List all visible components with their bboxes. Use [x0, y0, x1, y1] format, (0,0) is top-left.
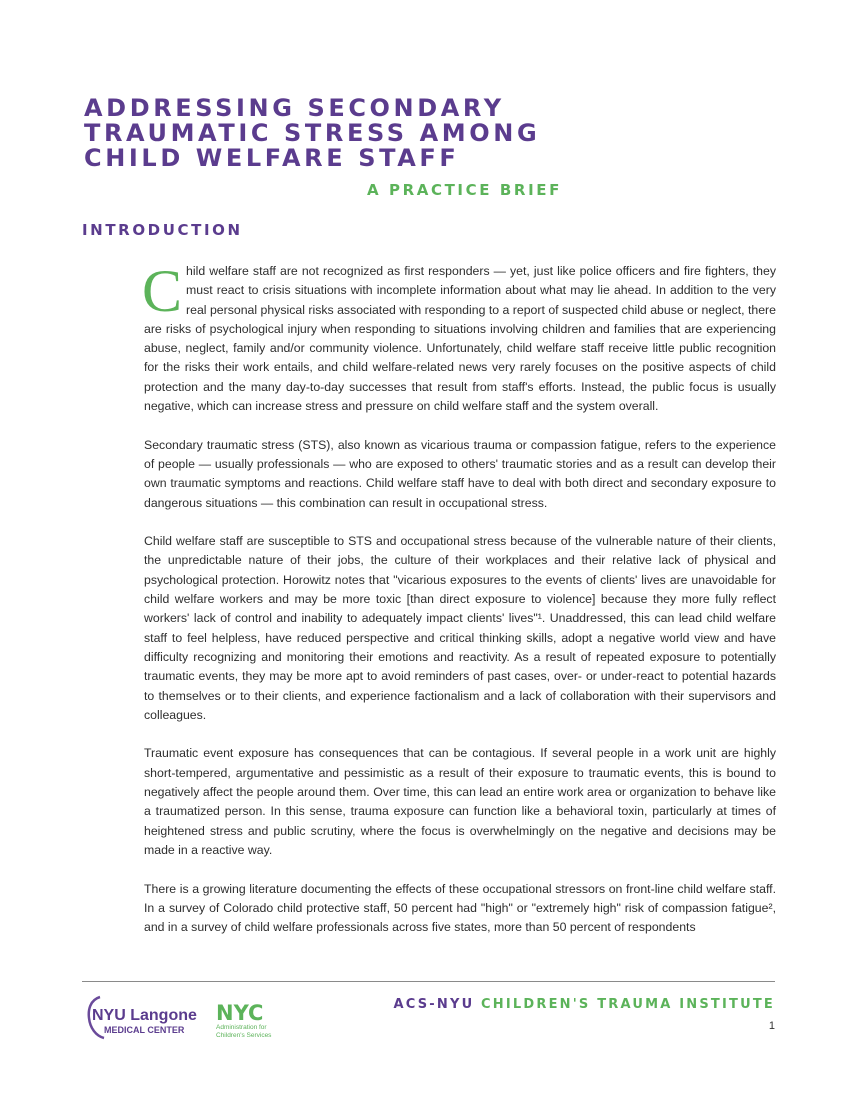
paragraph-3: Child welfare staff are susceptible to STS and occupational stress because of the vulnerable nature of their clients, the unpredictable nature of their jobs, the culture of their workplaces and their relative lack of physical and psychological protection. Horowitz notes that "vicarious exposures to the events of clients' lives are unavoidable for child welfare workers and may be more toxic [than direct exposure to violence] because they more fully reflect workers' lack of control and inability to adequately impact clients' lives"¹. Unaddressed, this can lead child welfare staff to feel helpless, have reduced perspective and critical thinking skills, adopt a negative world view and have difficulty recognizing and monitoring their emotions and reactivity. As a result of repeated exposure to potentially traumatic events, they may be more apt to avoid reminders of past cases, over- or under-react to potential hazards to themselves or to their clients, and experience factionalism and a lack of collaboration with their supervisors and colleagues. [144, 534, 776, 722]
nyu-langone-logo [86, 994, 200, 1040]
title-line-1: ADDRESSING SECONDARY [84, 94, 505, 122]
nyc-logo-line1: Administration for [216, 1024, 267, 1031]
footer-brand [393, 997, 775, 1012]
nyu-logo-line2: MEDICAL CENTER [104, 1025, 185, 1035]
nyc-logo-line2: Children's Services [216, 1032, 272, 1039]
paragraph-4: Traumatic event exposure has consequences that can be contagious. If several people in a work unit are highly short-tempered, argumentative and pessimistic as a result of their exposure to traumatic events, this is bound to negatively affect the people around them. Over time, this can lead an entire work area or organization to behave like a traumatized person. In this sense, trauma exposure can function like a behavioral toxin, particularly at times of heightened stress and public scrutiny, where the focus is overwhelmingly on the negative and decisions may be made in a reactive way. [144, 746, 776, 857]
paragraph-5: There is a growing literature documenting the effects of these occupational stressors on front-line child welfare staff. In a survey of Colorado child protective staff, 50 percent had "high" or "extremely high" risk of compassion fatigue², and in a survey of child welfare professionals across five states, more than 50 percent of respondents [144, 881, 776, 935]
section-heading: INTRODUCTION [82, 221, 243, 239]
footer-divider [82, 981, 775, 982]
footer-brand-institute: CHILDREN'S TRAUMA INSTITUTE [481, 997, 775, 1012]
title-line-3: CHILD WELFARE STAFF [84, 144, 460, 172]
paragraph-1 [142, 258, 776, 416]
paragraph-1-text: hild welfare staff are not recognized as first responders — yet, just like police officers and fire fighters, they must react to crisis situations with incomplete information about what may lie ahead. In addition to the very real personal physical risks associated with responding to a report of suspected child abuse or neglect, there are risks of psychological injury when responding to situations involving children and families that are experiencing abuse, neglect, family and/or community violence. Unfortunately, child welfare staff receive little public recognition for the risks their work entails, and child welfare-related news very rarely focuses on the positive aspects of child protection and the many day-to-day successes that result from staff's efforts. Instead, the public focus is usually negative, which can increase stress and pressure on child welfare staff and the system overall. [144, 264, 776, 414]
document-title [84, 96, 540, 171]
drop-cap: C [142, 258, 183, 324]
title-line-2: TRAUMATIC STRESS AMONG [84, 119, 541, 147]
paragraph-2: Secondary traumatic stress (STS), also known as vicarious trauma or compassion fatigue, refers to the experience of people — usually professionals — who are exposed to others' traumatic stories and as a result can develop their own traumatic symptoms and reactions. Child welfare staff have to deal with both direct and secondary exposure to dangerous situations — this combination can result in occupational stress. [144, 437, 776, 510]
nyu-logo-line1: NYU Langone [92, 1007, 197, 1024]
nyc-acs-logo [216, 1000, 286, 1040]
nyc-logo-main: NYC [216, 1001, 264, 1025]
body-text [142, 258, 776, 957]
page-number: 1 [768, 1020, 775, 1032]
footer-brand-acs-nyu: ACS-NYU [393, 997, 482, 1012]
document-subtitle: A PRACTICE BRIEF [367, 181, 562, 199]
